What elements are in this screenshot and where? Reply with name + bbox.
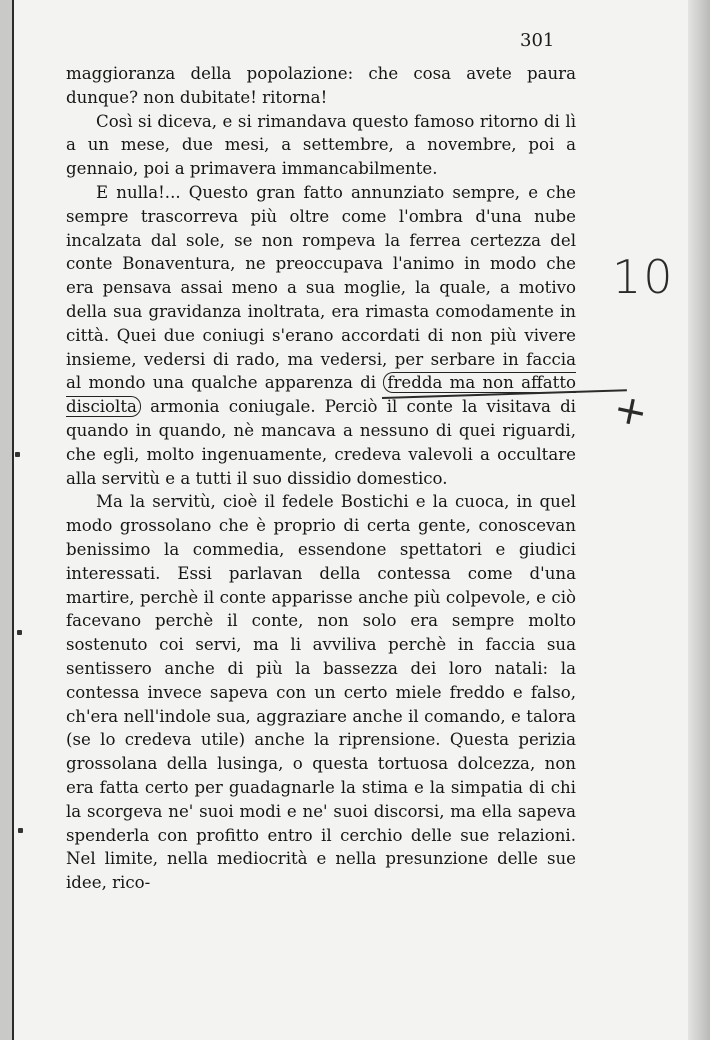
margin-cross-annotation: + <box>609 385 652 437</box>
margin-number-annotation: 10 <box>612 250 675 304</box>
edge-speck <box>18 828 23 833</box>
page-right-edge <box>688 0 710 1040</box>
edge-speck <box>17 630 22 635</box>
paragraph: Ma la servitù, cioè il fedele Bostichi e la cuoca, in quel modo grossolano che è proprio di certa gente, conoscevan benissimo la commedia, essendone spettatori e giudici interessati. Essi parlavan della contessa come d'una martire, perchè il conte apparisse anche più colpevole, e ciò facevano perchè il conte, non solo era sempre molto sostenuto coi servi, ma li avviliva perchè in faccia sua sentissero anche di più la bassezza dei loro natali: la contessa invece sapeva con un certo miele freddo e falso, ch'era nell'indole sua, aggraziare anche il comando, e talora (se lo credeva utile) anche la riprensione. Questa perizia grossolana della lusinga, o questa tortuosa dolcezza, non era fatta certo per guadagnarle la stima e la simpatia di chi la scorgeva ne' suoi modi e ne' suoi discorsi, ma ella sapeva spenderla con profitto entro il cerchio delle sue relazioni. Nel limite, nella mediocrità e nella presunzione delle sue idee, rico- <box>66 492 576 893</box>
edge-speck <box>15 452 20 457</box>
paragraph: E nulla!... Questo gran fatto annunziato sempre, e che sempre trascorreva più oltre come l'ombra d'una nube incalzata dal sole, se non rompeva la ferrea certezza del conte Bonaventura, ne preoccupava l'animo in modo che era pensava assai meno a sua moglie, la quale, a motivo della sua gravidanza inoltrata, era rimasta comodamente in città. Quei due coniugi s'erano accordati di non più vivere insieme, vedersi di rado, ma vedersi, per serbare in faccia al mondo una qualche apparenza di fredda ma non affatto disciolta armonia coniugale. Perciò il conte la visitava di quando in quando, nè mancava a nessuno di quei riguardi, che egli, molto ingenuamente, credeva valevoli a occultare alla servitù e a tutti il suo dissidio domestico. <box>66 182 576 488</box>
circled-phrase: fredda ma non affatto disciolta <box>66 373 576 417</box>
page-number: 301 <box>520 30 555 51</box>
paragraph: maggioranza della popolazione: che cosa avete paura dunque? non dubitate! ritorna! <box>66 64 576 107</box>
paragraph: Così si diceva, e si rimandava questo famoso ritorno di lì a un mese, due mesi, a settembre, a novembre, poi a gennaio, poi a primavera immancabilmente. <box>66 111 576 179</box>
body-text <box>66 62 576 895</box>
page-left-edge <box>0 0 14 1040</box>
